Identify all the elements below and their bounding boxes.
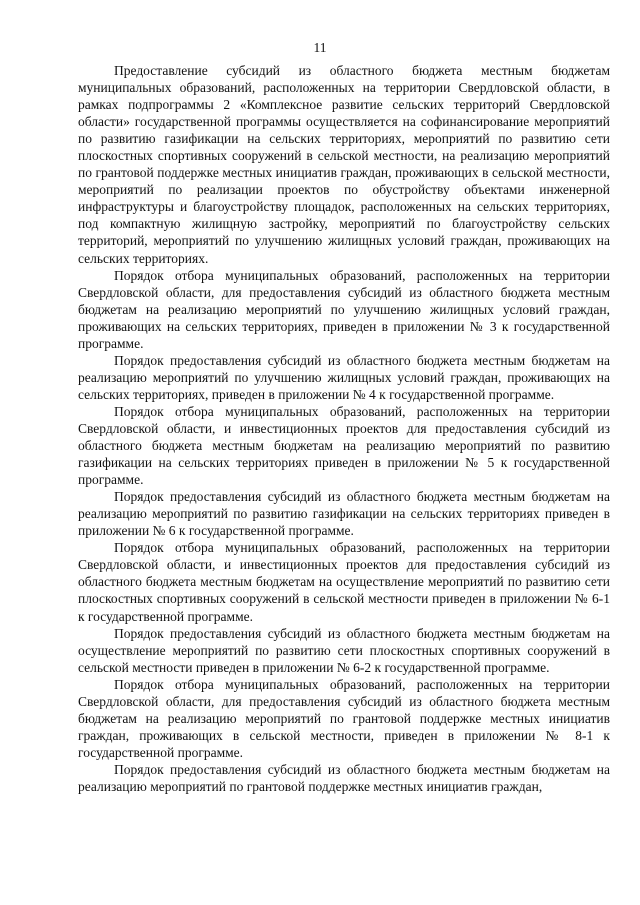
paragraph-subsidy-provision: Предоставление субсидий из областного бюджета местным бюджетам муниципальных образований, расположенных на территории Свердловской области, в рамках подпрограммы 2 «Комплексное развитие сельских территорий Свердловской области» государственной программы осуществляется на софинансирование мероприятий по развитию газификации на сельских территориях, мероприятий по развитию сети плоскостных спортивных сооружений в сельской местности, на реализацию мероприятий по грантовой поддержке местных инициатив граждан, проживающих в сельской местности, мероприятий по реализации проектов по обустройству объектами инженерной инфраструктуры и благоустройству площадок, расположенных на сельских территориях, под компактную жилищную застройку, мероприятий по благоустройству сельских территорий, мероприятий по улучшению жилищных условий граждан, проживающих на сельских территориях.: [78, 63, 610, 266]
paragraph-provision-initiatives: Порядок предоставления субсидий из областного бюджета местным бюджетам на реализацию мероприятий по грантовой поддержке местных инициатив граждан,: [78, 761, 610, 794]
paragraph-selection-gasification: Порядок отбора муниципальных образований, расположенных на территории Свердловской области, и инвестиционных проектов для предоставления субсидий из областного бюджета местным бюджетам на реализацию мероприятий по развитию газификации на сельских территориях приведен в приложении № 5 к государственной программе.: [78, 403, 610, 488]
paragraph-selection-initiatives: Порядок отбора муниципальных образований, расположенных на территории Свердловской области, для предоставления субсидий из областного бюджета местным бюджетам на реализацию мероприятий по грантовой поддержке местных инициатив граждан, проживающих в сельской местности, приведен в приложении № 8-1 к государственной программе.: [78, 676, 610, 760]
paragraph-selection-housing: Порядок отбора муниципальных образований, расположенных на территории Свердловской области, для предоставления субсидий из областного бюджета местным бюджетам на реализацию мероприятий по улучшению жилищных условий граждан, проживающих на сельских территориях, приведен в приложении № 3 к государственной программе.: [78, 267, 610, 351]
document-body: [78, 62, 610, 795]
paragraph-provision-housing: Порядок предоставления субсидий из областного бюджета местным бюджетам на реализацию мероприятий по улучшению жилищных условий граждан, проживающих на сельских территориях, приведен в приложении № 4 к государственной программе.: [78, 352, 610, 402]
paragraph-provision-sports: Порядок предоставления субсидий из областного бюджета местным бюджетам на осуществление мероприятий по развитию сети плоскостных спортивных сооружений в сельской местности приведен в приложении № 6-2 к государственной программе.: [78, 625, 610, 675]
paragraph-provision-gasification: Порядок предоставления субсидий из областного бюджета местным бюджетам на реализацию мероприятий по развитию газификации на сельских территориях приведен в приложении № 6 к государственной программе.: [78, 489, 610, 539]
page-number: 11: [313, 40, 327, 55]
paragraph-selection-sports: Порядок отбора муниципальных образований, расположенных на территории Свердловской области, и инвестиционных проектов для предоставления субсидий из областного бюджета местным бюджетам на осуществление мероприятий по развитию сети плоскостных спортивных сооружений в сельской местности приведен в приложении № 6-1 к государственной программе.: [78, 540, 610, 624]
